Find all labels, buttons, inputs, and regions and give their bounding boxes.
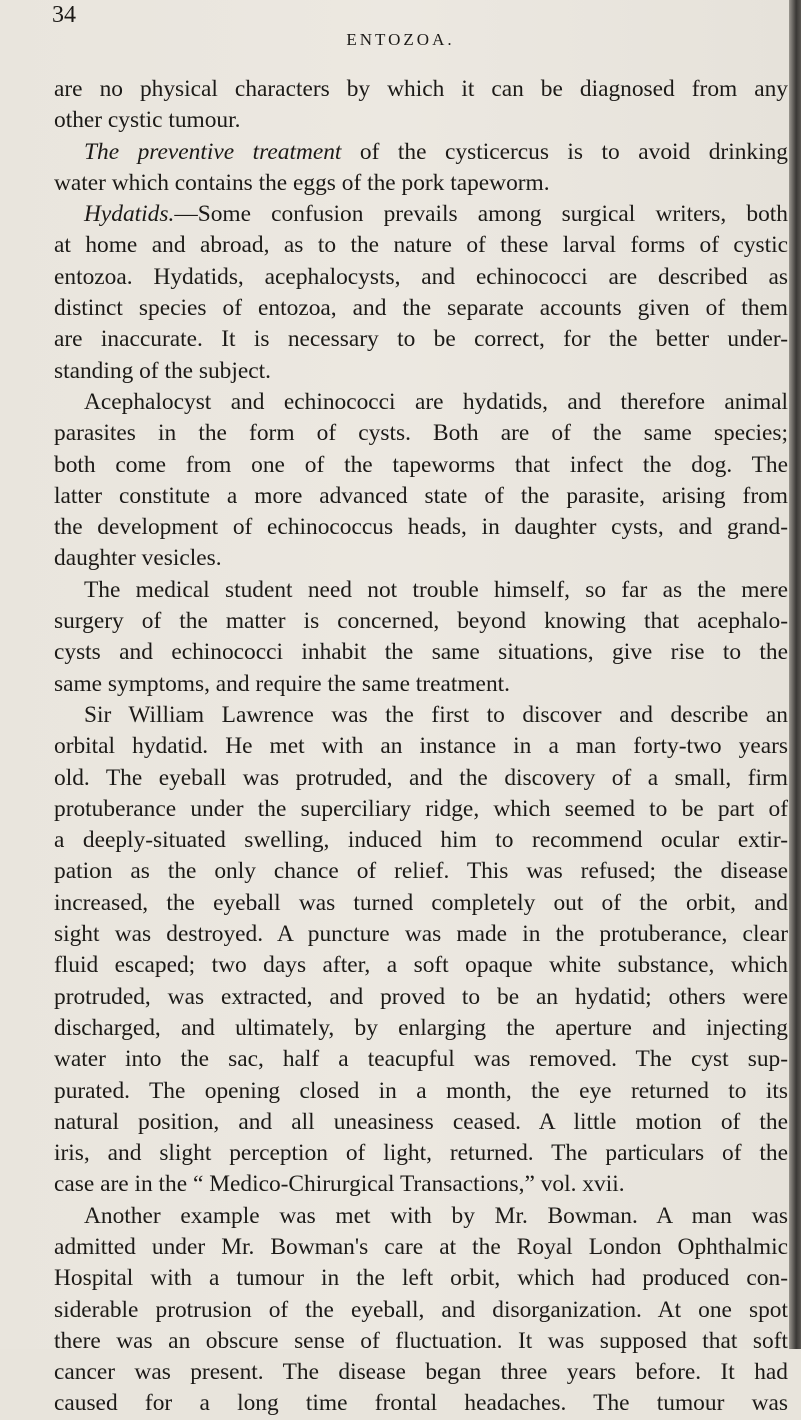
italic-lead: Hydatids. <box>84 201 175 228</box>
text-line: admitted under Mr. Bowman's care at the Royal London Ophthalmic <box>54 1233 788 1260</box>
text-line: water into the sac, half a teacupful was removed. The cyst sup- <box>54 1046 788 1073</box>
text-line: sight was destroyed. A puncture was made in the protuberance, clear <box>54 921 788 948</box>
text-line: daughter vesicles. <box>54 545 222 572</box>
text-line: water which contains the eggs of the pork tapeworm. <box>54 169 550 196</box>
text-line: discharged, and ultimately, by enlarging the aperture and injecting <box>54 1014 788 1041</box>
text-line-italic-lead: The preventive treatment of the cysticercus is to avoid drinking <box>84 138 788 165</box>
text-line: increased, the eyeball was turned completely out of the orbit, and <box>54 889 788 916</box>
text-line: Hospital with a tumour in the left orbit, which had produced con- <box>54 1265 788 1292</box>
text-line: purated. The opening closed in a month, the eye returned to its <box>54 1077 788 1104</box>
text-line: parasites in the form of cysts. Both are of the same species; <box>54 420 788 447</box>
text-line: Acephalocyst and echinococci are hydatids, and therefore animal <box>84 388 788 415</box>
text-line: distinct species of entozoa, and the separate accounts given of them <box>54 295 788 322</box>
text-line: same symptoms, and require the same treatment. <box>54 670 510 697</box>
italic-lead: The preventive treatment <box>84 138 342 165</box>
text-line: protruded, was extracted, and proved to be an hydatid; others were <box>54 983 788 1010</box>
text-line: standing of the subject. <box>54 357 271 384</box>
text-line: iris, and slight perception of light, returned. The particulars of the <box>54 1140 788 1167</box>
text-line: cysts and echinococci inhabit the same situations, give rise to the <box>54 639 788 666</box>
text-line: Sir William Lawrence was the first to discover and describe an <box>84 701 788 728</box>
text-line-italic-lead: Hydatids.—Some confusion prevails among surgical writers, both <box>84 201 788 228</box>
body-text <box>54 74 788 1420</box>
page-edge-shadow <box>789 0 801 1349</box>
text-line: pation as the only chance of relief. This was refused; the disease <box>54 858 788 885</box>
text-line: surgery of the matter is concerned, beyond knowing that acephalo- <box>54 608 788 635</box>
text-line: latter constitute a more advanced state of the parasite, arising from <box>54 482 788 509</box>
running-head: ENTOZOA. <box>346 30 455 49</box>
text-line: cancer was present. The disease began three years before. It had <box>54 1359 788 1386</box>
text-line: there was an obscure sense of fluctuation. It was supposed that soft <box>54 1327 788 1354</box>
text-line: other cystic tumour. <box>54 107 241 134</box>
text-line: both come from one of the tapeworms that infect the dog. The <box>54 451 788 478</box>
text-line: case are in the “ Medico-Chirurgical Transactions,” vol. xvii. <box>54 1171 625 1198</box>
text-line: siderable protrusion of the eyeball, and disorganization. At one spot <box>54 1296 788 1323</box>
text-line: the development of echinococcus heads, in daughter cysts, and grand- <box>54 514 788 541</box>
text-line: Another example was met with by Mr. Bowman. A man was <box>84 1202 788 1229</box>
page-number: 34 <box>52 2 76 28</box>
text-line: are no physical characters by which it can be diagnosed from any <box>54 76 788 102</box>
text-line: protuberance under the superciliary ridge, which seemed to be part of <box>54 795 788 822</box>
text-line: a deeply-situated swelling, induced him to recommend ocular extir- <box>54 827 788 854</box>
text-line: at home and abroad, as to the nature of these larval forms of cystic <box>54 232 788 259</box>
text-line: caused for a long time frontal headaches. The tumour was <box>54 1390 788 1417</box>
text-line: old. The eyeball was protruded, and the discovery of a small, firm <box>54 764 788 791</box>
text-line: orbital hydatid. He met with an instance in a man forty-two years <box>54 733 788 760</box>
text-line: natural position, and all uneasiness ceased. A little motion of the <box>54 1108 788 1135</box>
text-line: The medical student need not trouble himself, so far as the mere <box>84 576 788 603</box>
text-line: fluid escaped; two days after, a soft opaque white substance, which <box>54 952 788 979</box>
text-line: are inaccurate. It is necessary to be correct, for the better under- <box>54 326 788 353</box>
text-line: entozoa. Hydatids, acephalocysts, and echinococci are described as <box>54 263 788 290</box>
